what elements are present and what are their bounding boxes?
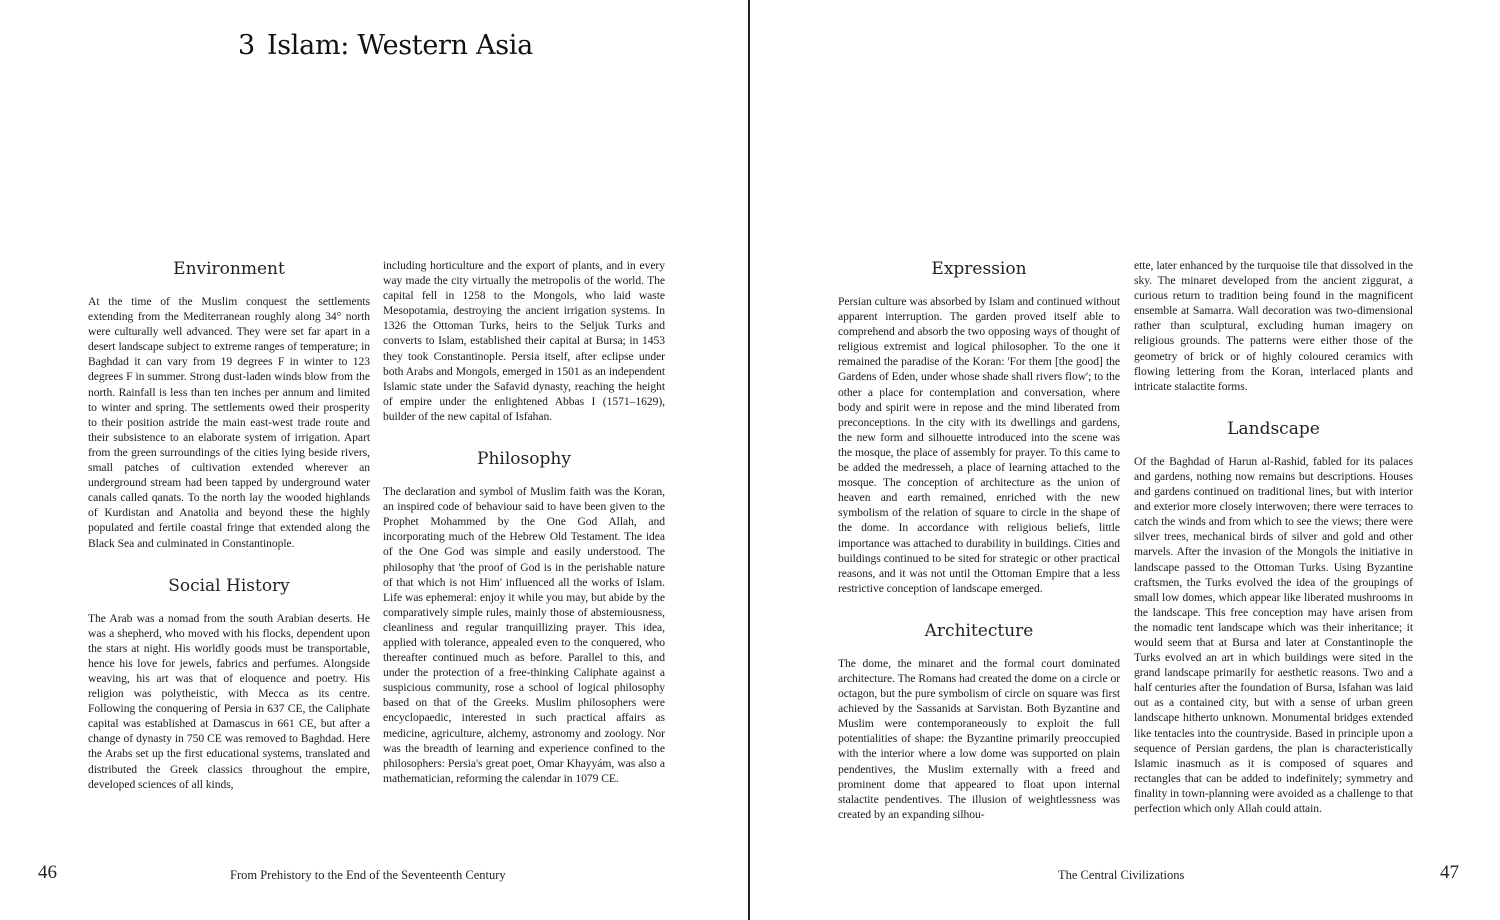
column-3 — [838, 258, 1120, 822]
column-4 — [1134, 258, 1413, 816]
section-text-philosophy: The declaration and symbol of Muslim faith was the Koran, an inspired code of behaviour said to have been given to the Prophet Mohammed by the One God Allah, and incorporating much of the Hebrew Old Testament. The idea of the One God was simple and easily understood. The philosophy that 'the proof of God is in the perishable nature of that which is not Him' influenced all the works of Islam. Life was ephemeral: enjoy it while you may, but abide by the comparatively simple rules, mainly those of abstemiousness, cleanliness and regular tranquillizing prayer. This idea, applied with tolerance, appealed even to the conquered, who thereafter continued much as before. Parallel to this, and under the protection of a free-thinking Caliphate against a suspicious community, rose a school of logical philosophy based on that of the Greeks. Muslim philosophers were encyclopaedic, interested in such practical affairs as medicine, agriculture, alchemy, astronomy and zoology. Nor was the breadth of learning and experience confined to the philosophers: Persia's great poet, Omar Khayyám, was also a mathematician, reforming the calendar in 1079 CE. — [383, 485, 665, 785]
right-running-head: The Central Civilizations — [1058, 868, 1185, 882]
left-running-head: From Prehistory to the End of the Seventeenth Century — [230, 868, 506, 882]
chapter-number: 3 — [238, 30, 255, 61]
section-heading-environment: Environment — [173, 259, 285, 279]
section-text-social-history-continued: including horticulture and the export of plants, and in every way made the city virtually the metropolis of the world. The capital fell in 1258 to the Mongols, who laid waste Mesopotamia, destroying the ancient irrigation systems. In 1326 the Ottoman Turks, heirs to the Seljuk Turks and converts to Islam, established their capital at Bursa; in 1453 they took Constantinople. Persia itself, after eclipse under both Arabs and Mongols, emerged in 1501 as an independent Islamic state under the Safavid dynasty, reaching the height of empire under the enlightened Abbas I (1571–1629), builder of the new capital of Isfahan. — [383, 259, 665, 423]
section-heading-philosophy: Philosophy — [477, 449, 571, 470]
section-text-social-history: The Arab was a nomad from the south Arabian deserts. He was a shepherd, who moved with his flocks, dependent upon the stars at night. His worldly goods must be transportable, hence his love for jewels, fabrics and perfumes. Alongside weaving, his art was that of eloquence and poetry. His religion was polytheistic, with Mecca as its centre. Following the conquering of Persia in 637 CE, the Caliphate capital was established at Damascus in 661 CE, but after a change of dynasty in 750 CE was removed to Baghdad. Here the Arabs set up the first educational systems, translated and distributed the Greek classics throughout the empire, developed sciences of all kinds, — [88, 611, 370, 791]
section-text-expression: Persian culture was absorbed by Islam and continued without apparent interruption. The garden proved itself able to comprehend and absorb the two opposing ways of thought of religious extremist and logical philosopher. To the one it remained the paradise of the Koran: 'For them [the good] the Gardens of Eden, under whose shade shall rivers flow'; to the other a place for contemplation and conversation, where body and spirit were in repose and the mind liberated from preconceptions. In the city with its dwellings and gardens, the new form and silhouette introduced into the scene was the mosque, the place of assembly for prayer. To this came to be added the medresseh, a place of learning attached to the mosque. The conception of architecture as the union of heaven and earth remained, enriched with the new symbolism of the relation of square to circle in the shape of the dome. In accordance with religious beliefs, little importance was attached to durability in buildings. Cities and buildings continued to be sited for strategic or other practical reasons, and it was not until the Ottoman Empire that a less restrictive conception of landscape emerged. — [838, 295, 1120, 595]
chapter-title — [238, 30, 533, 61]
section-text-environment: At the time of the Muslim conquest the settlements extending from the Mediterranean roughly along 34° north were culturally well advanced. They were set far apart in a desert landscape subject to extreme ranges of temperature; in Baghdad it can vary from 19 degrees F in winter to 123 degrees F in summer. Strong dust-laden winds blow from the north. Rainfall is less than ten inches per annum and limited to winter and spring. The settlements owed their prosperity to their position astride the main east-west trade route and their subsistence to an elaborate system of irrigation. Apart from the green surroundings of the cities lying beside rivers, small patches of cultivation extended wherever an underground stream had been tapped by underground water canals called qanats. To the north lay the wooded highlands of Kurdistan and Anatolia and beyond these the highly populated and fertile coastal fringe that extended along the Black Sea and culminated in Constantinople. — [88, 295, 370, 550]
section-heading-expression: Expression — [931, 259, 1027, 279]
column-1 — [88, 258, 370, 792]
page-gutter — [748, 0, 750, 920]
section-text-architecture: The dome, the minaret and the formal court dominated architecture. The Romans had created the dome on a circle or octagon, but the pure symbolism of circle on square was first achieved by the Sassanids at Sarvistan. Both Byzantine and Muslim were contemporaneously to exploit the full potentialities of shape: the Byzantine primarily preoccupied with the interior where a low dome was supported on plain pendentives, the Muslim externally with a freed and prominent dome that appeared to float upon internal stalactite pendentives. The illusion of weightlessness was created by an expanding silhou- — [838, 656, 1120, 821]
section-heading-social-history: Social History — [168, 575, 290, 596]
section-text-architecture-continued: ette, later enhanced by the turquoise tile that dissolved in the sky. The minaret developed from the ancient ziggurat, a curious return to tradition being found in the magnificent ensemble at Samarra. Wall decoration was two-dimensional rather than sculptural, excluding human imagery on religious grounds. The patterns were either those of the geometry of brick or of highly coloured ceramics with flowing lettering from the Koran, interlaced plants and intricate stalactite forms. — [1134, 259, 1413, 393]
section-heading-landscape: Landscape — [1227, 418, 1320, 439]
section-text-landscape: Of the Baghdad of Harun al-Rashid, fabled for its palaces and gardens, nothing now remains but descriptions. Houses and gardens continued on traditional lines, but with interior and exterior more closely interwoven; there were terraces to catch the winds and from which to see the views; there were silver trees, mechanical birds of silver and gold and other marvels. After the invasion of the Mongols the initiative in landscape passed to the Ottoman Turks. Using Byzantine craftsmen, the Turks evolved the idea of the groupings of small low domes, which appear like liberated mushrooms in the landscape. This free conception may have arisen from the nomadic tent landscape which was their inheritance; it would seem that at Bursa and later at Constantinople the Turks evolved an art in which buildings were sited in the grand landscape primarily for aesthetic reasons. Two and a half centuries after the foundation of Bursa, Isfahan was laid out as a contained city, but with a sense of urban green landscape hitherto unknown. Monumental bridges extended like tentacles into the countryside. Based in principle upon a sequence of Persian gardens, the plan is characteristically Islamic inasmuch as it is composed of squares and rectangles that can be added to indefinitely; symmetry and finality in town-planning were avoided as a challenge to that perfection which only Allah could attain. — [1134, 454, 1413, 815]
chapter-title-text: Islam: Western Asia — [266, 30, 533, 61]
section-heading-architecture: Architecture — [924, 620, 1034, 641]
column-2 — [383, 258, 665, 786]
right-page-number: 47 — [1440, 862, 1459, 883]
left-page-number: 46 — [38, 862, 57, 883]
